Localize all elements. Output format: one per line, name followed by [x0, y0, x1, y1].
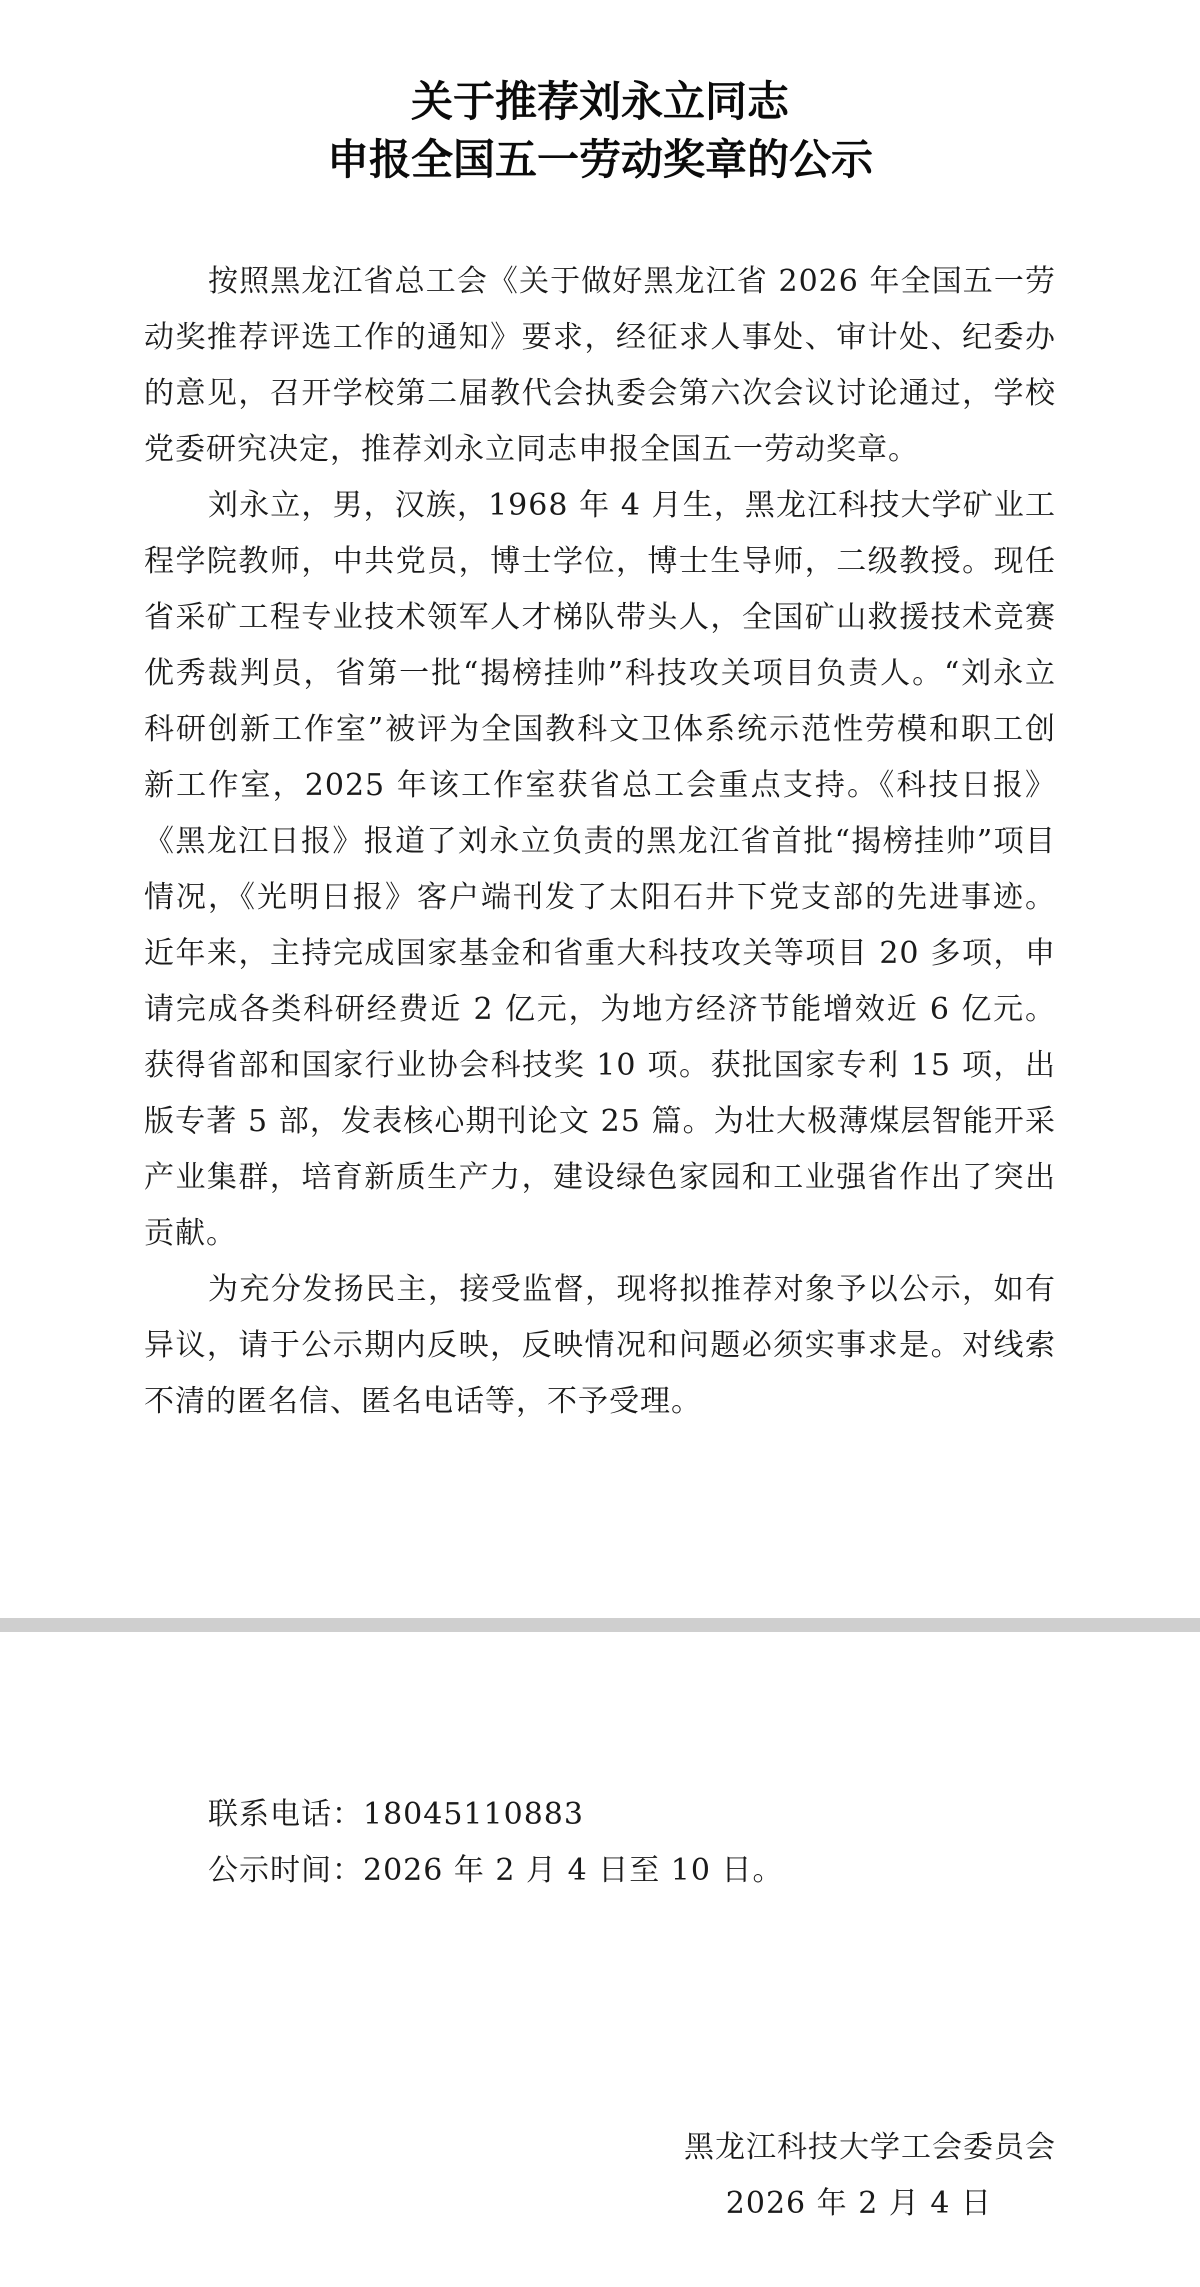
paragraph-basis: 按照黑龙江省总工会《关于做好黑龙江省 2026 年全国五一劳动奖推荐评选工作的通知》要求，经征求人事处、审计处、纪委办的意见，召开学校第二届教代会执委会第六次会议讨论通过，学校党委研究决定，推荐刘永立同志申报全国五一劳动奖章。: [144, 264, 1056, 467]
notice-title-line-2: 申报全国五一劳动奖章的公示: [326, 135, 873, 184]
contact-phone: 联系电话：18045110883: [208, 1797, 584, 1832]
notice-body: [144, 254, 1056, 1430]
signature-date: 2026 年 2 月 4 日: [725, 2186, 992, 2221]
notice-title-line-1: 关于推荐刘永立同志: [410, 77, 789, 126]
paragraph-profile: 刘永立，男，汉族，1968 年 4 月生，黑龙江科技大学矿业工程学院教师，中共党员，博士学位，博士生导师，二级教授。现任省采矿工程专业技术领军人才梯队带头人，全国矿山救援技术竞赛优秀裁判员，省第一批“揭榜挂帅”科技攻关项目负责人。“刘永立科研创新工作室”被评为全国教科文卫体系统示范性劳模和职工创新工作室，2025 年该工作室获省总工会重点支持。《科技日报》《黑龙江日报》报道了刘永立负责的黑龙江省首批“揭榜挂帅”项目情况，《光明日报》客户端刊发了太阳石井下党支部的先进事迹。近年来，主持完成国家基金和省重大科技攻关等项目 20 多项，申请完成各类科研经费近 2 亿元，为地方经济节能增效近 6 亿元。获得省部和国家行业协会科技奖 10 项。获批国家专利 15 项，出版专著 5 部，发表核心期刊论文 25 篇。为壮大极薄煤层智能开采产业集群，培育新质生产力，建设绿色家园和工业强省作出了突出贡献。: [144, 488, 1056, 1251]
contact-block: [208, 1787, 783, 1899]
signature-block: [684, 2120, 1056, 2232]
page-divider: [0, 1618, 1200, 1632]
paragraph-supervision: 为充分发扬民主，接受监督，现将拟推荐对象予以公示，如有异议，请于公示期内反映，反映情况和问题必须实事求是。对线索不清的匿名信、匿名电话等，不予受理。: [144, 1272, 1056, 1419]
publicity-period: 公示时间：2026 年 2 月 4 日至 10 日。: [208, 1853, 784, 1888]
signature-organization: 黑龙江科技大学工会委员会: [684, 2130, 1056, 2165]
